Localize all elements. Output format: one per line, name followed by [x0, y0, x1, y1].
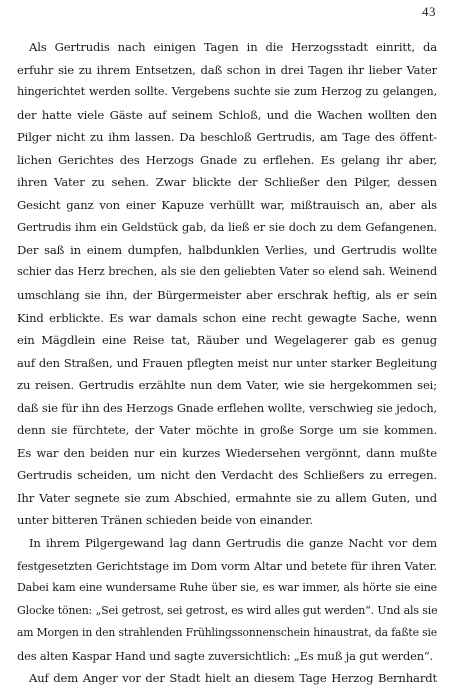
text-line: Dabei kam eine wundersame Ruhe über sie, es war immer, als hörte sie eine [17, 581, 437, 595]
text-line: schier das Herz brechen, als sie den geliebten Vater so elend sah. Weinend [17, 265, 437, 279]
text-line: Der saß in einem dumpfen, halbdunklen Verlies, und Gertrudis wollte [17, 242, 437, 257]
text-line: am Morgen in den strahlenden Frühlingssonnenschein hinaustrat, da faßte sie [17, 626, 437, 640]
text-line: auf den Straßen, und Frauen pflegten meist nur unter starker Begleitung [17, 355, 437, 370]
paragraph-1 [17, 36, 437, 532]
text-line: Es war den beiden nur ein kurzes Wiedersehen vergönnt, dann mußte [17, 445, 437, 460]
text-line: ein Mägdlein eine Reise tat, Räuber und Wegelagerer gab es genug [17, 333, 437, 348]
text-line: hingerichtet werden sollte. Vergebens suchte sie zum Herzog zu gelangen, [17, 85, 437, 99]
text-line: Gertrudis ihm ein Geldstück gab, da ließ er sie doch zu dem Gefangenen. [17, 220, 437, 235]
page-number: 43 [422, 4, 436, 19]
text-line: unter bitteren Tränen schieden beide von einander. [17, 513, 313, 528]
text-line: des alten Kaspar Hand und sagte zuversichtlich: „Es muß ja gut werden“. [17, 648, 434, 663]
text-line: erfuhr sie zu ihrem Entsetzen, daß schon in drei Tagen ihr lieber Vater [17, 62, 437, 77]
text-body [17, 36, 437, 690]
text-line: In ihrem Pilgergewand lag dann Gertrudis die ganze Nacht vor dem [29, 536, 437, 551]
text-line: Als Gertrudis nach einigen Tagen in die Herzogsstadt einritt, da [29, 40, 437, 54]
text-line: Gesicht ganz von einer Kapuze verhüllt war, mißtrauisch an, aber als [17, 197, 437, 212]
text-line: Glocke tönen: „Sei getrost, sei getrost, es wird alles gut werden“. Und als sie [17, 603, 437, 617]
text-line: Gertrudis scheiden, um nicht den Verdacht des Schließers zu erregen. [17, 468, 437, 483]
text-line: der hatte viele Gäste auf seinem Schloß, und die Wachen wollten den [17, 107, 437, 122]
text-line: umschlang sie ihn, der Bürgermeister aber erschrak heftig, als er sein [17, 288, 437, 303]
text-line: zu reisen. Gertrudis erzählte nun dem Vater, wie sie hergekommen sei; [17, 378, 437, 393]
paragraph-3 [17, 667, 437, 690]
text-line: festgesetzten Gerichtstage im Dom vorm Altar und betete für ihren Vater. [17, 558, 437, 573]
text-line: Ihr Vater segnete sie zum Abschied, ermahnte sie zu allem Guten, und [17, 490, 437, 505]
paragraph-2 [17, 532, 437, 667]
text-line: ihren Vater zu sehen. Zwar blickte der Schließer den Pilger, dessen [17, 175, 437, 190]
text-line: lichen Gerichtes des Herzogs Gnade zu erflehen. Es gelang ihr aber, [17, 152, 437, 167]
text-line: Pilger nicht zu ihm lassen. Da beschloß Gertrudis, am Tage des öffent- [17, 130, 437, 145]
text-line: denn sie fürchtete, der Vater möchte in große Sorge um sie kommen. [17, 423, 437, 438]
text-line: Kind erblickte. Es war damals schon eine recht gewagte Sache, wenn [17, 310, 437, 325]
text-line: Auf dem Anger vor der Stadt hielt an diesem Tage Herzog Bernhardt [29, 671, 437, 686]
text-line: daß sie für ihn des Herzogs Gnade erflehen wollte, verschwieg sie jedoch, [17, 400, 437, 415]
